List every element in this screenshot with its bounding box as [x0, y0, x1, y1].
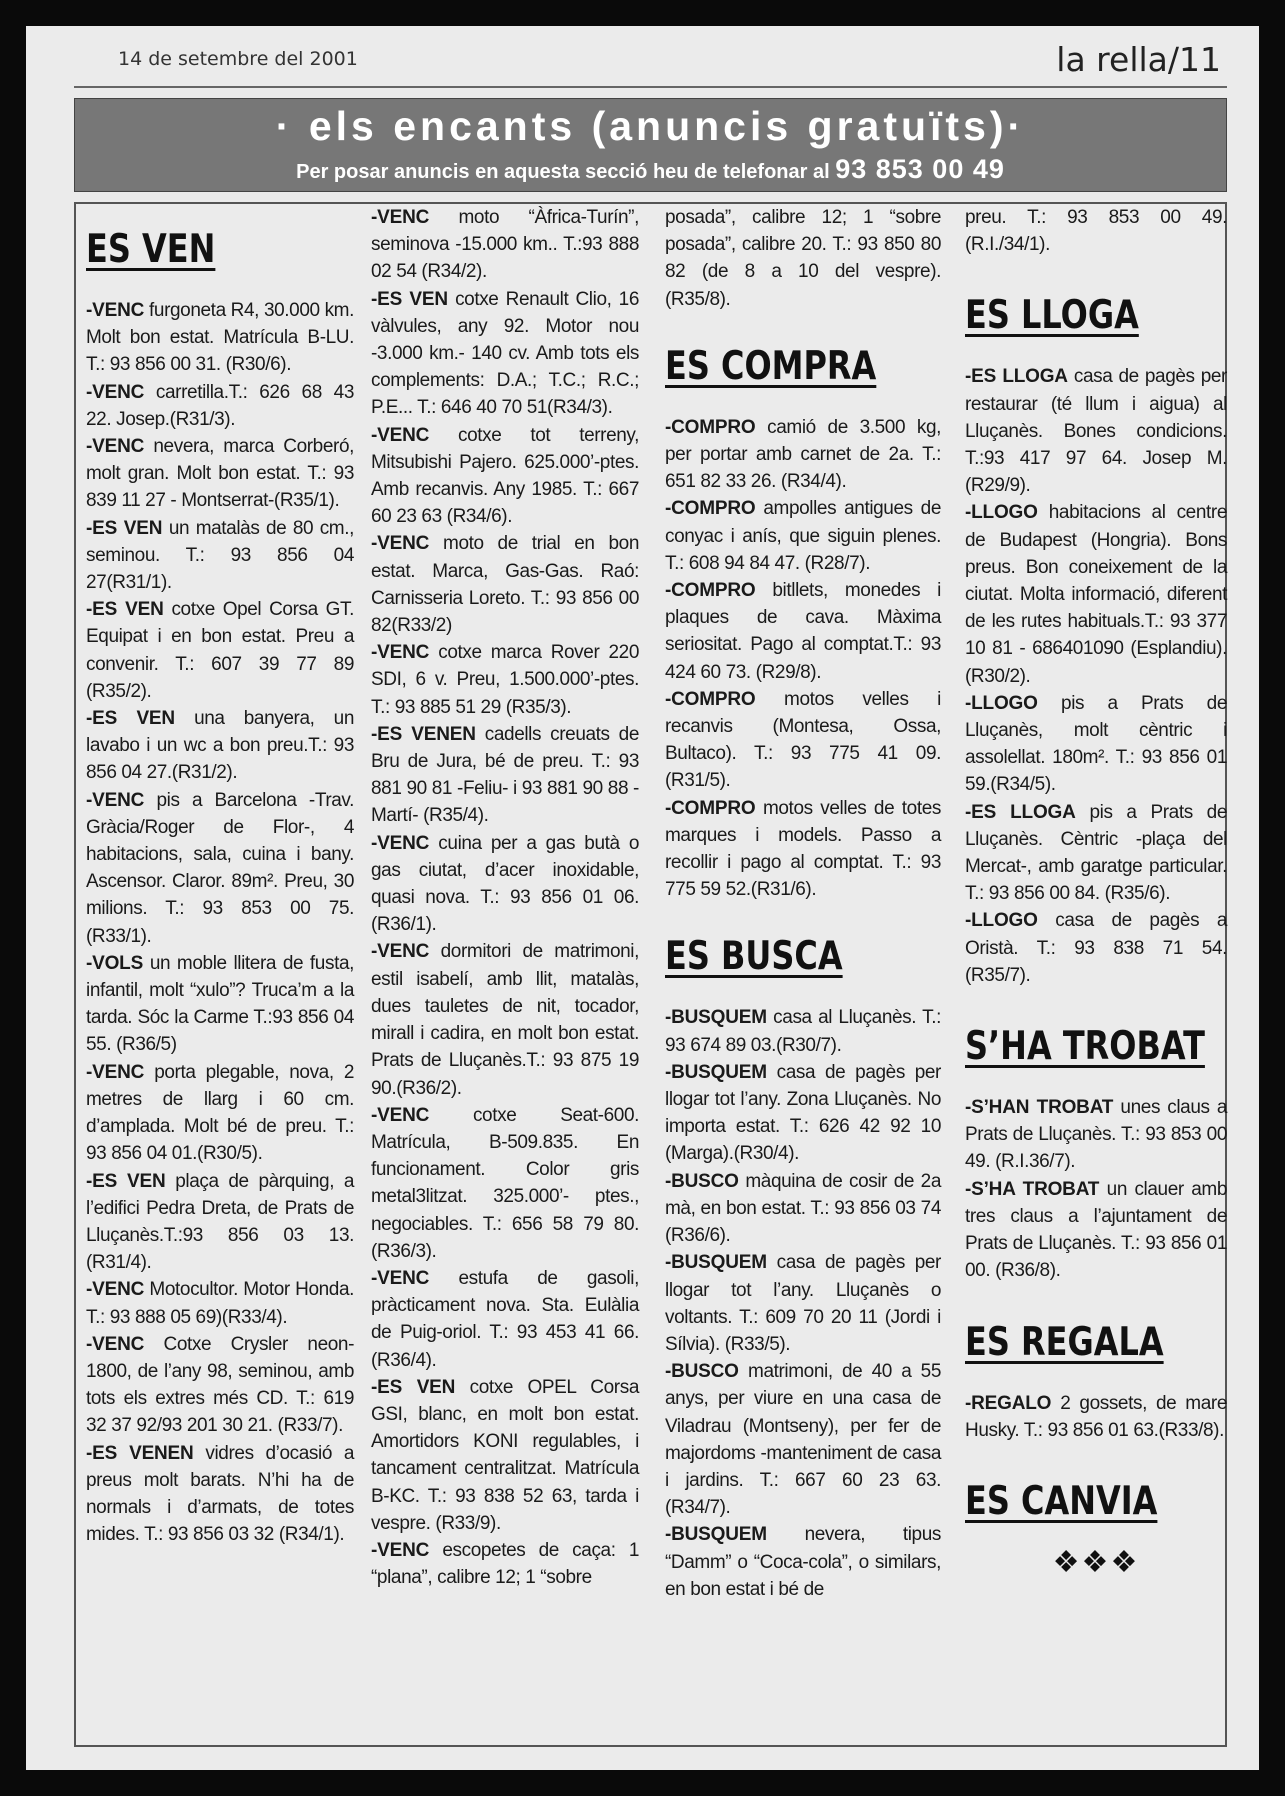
ad-lead: -BUSQUEM: [665, 1524, 767, 1546]
ad-text: casa de pagès a Oristà. T.: 93 838 71 54. (R35/7).: [965, 910, 1227, 986]
ad-lead: -VENC: [371, 1267, 430, 1289]
classified-ad: [665, 1358, 941, 1521]
ad-lead: -VENC: [371, 1104, 430, 1126]
ad-text: Motocultor. Motor Honda. T.: 93 888 05 69)(R33/4).: [86, 1279, 354, 1328]
banner-title: · els encants (anuncis gratuïts)·: [275, 103, 1026, 149]
ad-lead: -BUSQUEM: [665, 1061, 767, 1083]
ad-text: cuina per a gas butà o gas ciutat, d’acer inoxidable, quasi nova. T.: 93 856 01 06. (R36/1).: [371, 832, 639, 936]
classified-ad: [86, 705, 354, 787]
ad-text: cotxe OPEL Corsa GSI, blanc, en molt bon estat. Amortidors KONI regulables, i tancament centralitzat. Matrícula B-KC. T.: 93 838 52 63, tarda i vespre. (R33/9).: [371, 1376, 639, 1534]
ad-lead: -S’HA TROBAT: [965, 1178, 1100, 1200]
ad-text: un matalàs de 80 cm., seminou. T.: 93 856 04 27(R31/1).: [86, 517, 354, 594]
section-heading: ES CANVIA: [965, 1478, 1158, 1524]
ad-text: pis a Prats de Lluçanès. Cèntric -plaça del Mercat-, amb garatge particular. T.: 93 856 00 84. (R35/6).: [965, 801, 1227, 905]
section-heading: ES LLOGA: [965, 293, 1139, 339]
classified-ad: [86, 297, 354, 379]
ad-lead: -LLOGO: [965, 692, 1038, 714]
ad-text: casa de pagès per restaurar (té llum i aigua) al Lluçanès. Bones condicions. T.:93 417 97 64. Josep M.(R29/9).: [965, 366, 1227, 497]
ad-text: pis a Barcelona -Trav. Gràcia/Roger de Flor-, 4 habitacions, sala, cuina i bany. Ascensor. Claror. 89m². Preu, 30 milions. T.: 93 853 00 75. (R33/1).: [86, 789, 354, 947]
classified-ad: [965, 499, 1227, 689]
ad-lead: -ES VENEN: [371, 723, 476, 745]
classified-ad: [665, 1249, 941, 1358]
ad-text: cotxe marca Rover 220 SDI, 6 v. Preu, 1.500.000’-ptes. T.: 93 885 51 29 (R35/3).: [371, 642, 639, 718]
ad-lead: -REGALO: [965, 1392, 1052, 1414]
ad-lead: -ES VEN: [86, 1170, 166, 1192]
ad-text: unes claus a Prats de Lluçanès. T.: 93 853 00 49. (R.I.36/7).: [965, 1097, 1227, 1173]
classified-ad: [965, 907, 1227, 989]
ad-lead: -COMPRO: [665, 580, 756, 602]
classified-ad: [371, 938, 639, 1101]
ad-lead: -ES LLOGA: [965, 801, 1076, 823]
ad-lead: -VENC: [86, 789, 145, 811]
ad-text: dormitori de matrimoni, estil isabelí, amb llit, matalàs, dues tauletes de nit, tocador, mirall i cadira, en molt bon estat. Prats de Lluçanès.T.: 93 875 19 90.(R36/2).: [371, 941, 639, 1099]
publication-page: la rella/11: [1056, 40, 1221, 79]
classified-ad: [965, 204, 1227, 258]
ad-lead: -ES LLOGA: [965, 366, 1068, 388]
classified-ad: [665, 414, 941, 496]
classified-ad: [665, 1059, 941, 1168]
classified-ad: [86, 1331, 354, 1440]
ad-lead: -VOLS: [86, 952, 144, 974]
ad-lead: -VENC: [86, 1333, 145, 1355]
classified-ad: [371, 639, 639, 721]
classified-ad: [371, 1265, 639, 1374]
ad-text: estufa de gasoli, pràcticament nova. Sta. Eulàlia de Puig-oriol. T.: 93 453 41 66. (R36/4).: [371, 1267, 639, 1371]
classified-ad: [665, 204, 941, 313]
ad-lead: -ES VEN: [86, 708, 175, 730]
ad-lead: -BUSCO: [665, 1361, 739, 1383]
classified-ad: [371, 422, 639, 531]
classified-ad: [86, 787, 354, 950]
ad-lead: -ES VEN: [86, 517, 163, 539]
section-heading: ES BUSCA: [665, 934, 843, 980]
ad-text: casa de pagès per llogar tot l’any. Lluçanès o voltants. T.: 609 70 20 11 (Jordi i Sílvia). (R33/5).: [665, 1252, 941, 1355]
classified-ad: [371, 721, 639, 830]
ad-lead: -VENC: [86, 1061, 145, 1083]
ad-lead: -ES VEN: [371, 288, 448, 310]
ad-text: casa de pagès per llogar tot l’any. Zona Lluçanès. No importa estat. T.: 626 42 92 10 (Marga).(R30/4).: [665, 1061, 941, 1165]
ad-lead: -ES VEN: [86, 599, 164, 621]
classified-ad: [86, 596, 354, 705]
classified-ad: [665, 1004, 941, 1058]
ad-lead: -BUSCO: [665, 1170, 739, 1192]
ad-text: cadells creuats de Bru de Jura, bé de preu. T.: 93 881 90 81 -Feliu- i 93 881 90 88 -Martí- (R35/4).: [371, 723, 639, 827]
ad-lead: -LLOGO: [965, 910, 1038, 932]
classified-ad: [371, 530, 639, 639]
ad-text: cotxe Renault Clio, 16 vàlvules, any 92. Motor nou -3.000 km.- 140 cv. Amb tots els complements: D.A.; T.C.; R.C.; P.E... T.: 646 40 70 51(R34/3).: [371, 288, 639, 419]
ad-lead: -VENC: [86, 436, 145, 458]
page: [26, 26, 1259, 1770]
classified-ad: [665, 1168, 941, 1250]
ad-text: màquina de cosir de 2a mà, en bon estat. T.: 93 856 03 74 (R36/6).: [665, 1170, 941, 1247]
ad-lead: -VENC: [86, 381, 145, 403]
ad-lead: -VENC: [371, 832, 430, 854]
classified-ad: [665, 577, 941, 686]
classified-ad: [371, 1374, 639, 1537]
banner-subtitle: [75, 154, 1226, 185]
column-2: [371, 204, 639, 1591]
classified-ad: [86, 1168, 354, 1277]
ornament-icon: ❖❖❖: [1052, 1545, 1140, 1579]
classified-ad: [965, 363, 1227, 499]
ad-text: pis a Prats de Lluçanès, molt cèntric i assolellat. 180m². T.: 93 856 01 59.(R34/5).: [965, 692, 1227, 796]
ad-lead: -BUSQUEM: [665, 1252, 767, 1274]
classified-ad: [665, 495, 941, 577]
classified-ad: [371, 286, 639, 422]
column-3: [665, 204, 941, 1603]
ad-text: Cotxe Crysler neon-1800, de l’any 98, seminou, amb tots els extres més CD. T.: 619 32 37 92/93 201 30 21. (R33/7).: [86, 1333, 354, 1437]
ad-text: vidres d’ocasió a preus molt barats. N’hi ha de normals i d’armats, de totes mides. T.: 93 856 03 32 (R34/1).: [86, 1442, 354, 1546]
ad-text: posada”, calibre 12; 1 “sobre posada”, calibre 20. T.: 93 850 80 82 (de 8 a 10 del vespre). (R35/8).: [665, 207, 941, 310]
classified-ad: [965, 690, 1227, 799]
ad-text: nevera, marca Corberó, molt gran. Molt bon estat. T.: 93 839 11 27 - Montserrat-(R35/1).: [86, 436, 354, 512]
ad-text: una banyera, un lavabo i un wc a bon preu.T.: 93 856 04 27.(R31/2).: [86, 708, 355, 784]
classified-ad: [665, 1521, 941, 1603]
classified-ad: [86, 950, 354, 1059]
ad-text: ampolles antigues de conyac i anís, que siguin plenes. T.: 608 94 84 47. (R28/7).: [665, 498, 941, 574]
ad-lead: -VENC: [86, 300, 145, 321]
ad-text: preu. T.: 93 853 00 49. (R.I./34/1).: [965, 207, 1227, 256]
ad-text: bitllets, monedes i plaques de cava. Màxima seriositat. Pago al comptat.T.: 93 424 60 73. (R29/8).: [665, 580, 941, 683]
ad-text: nevera, tipus “Damm” o “Coca-cola”, o similars, en bon estat i bé de: [665, 1524, 941, 1600]
ad-text: cotxe Opel Corsa GT. Equipat i en bon estat. Preu a convenir. T.: 607 39 77 89 (R35/2).: [86, 599, 354, 702]
ad-text: carretilla.T.: 626 68 43 22. Josep.(R31/3).: [86, 381, 354, 430]
classified-ad: [86, 1276, 354, 1330]
ad-text: matrimoni, de 40 a 55 anys, per viure en una casa de Viladrau (Montseny), per fer de majordoms -manteniment de casa i jardins. T.: 667 60 23 63. (R34/7).: [665, 1361, 941, 1519]
ad-lead: -VENC: [371, 207, 430, 228]
classified-ad: [665, 795, 941, 904]
ad-lead: -COMPRO: [665, 498, 756, 520]
section-heading: ES REGALA: [965, 1319, 1164, 1365]
ad-text: porta plegable, nova, 2 metres de llarg i 60 cm. d’amplada. Molt bé de preu. T.: 93 856 04 01.(R30/5).: [86, 1061, 354, 1165]
ad-text: motos velles de totes marques i models. Passo a recollir i pago al comptat. T.: 93 775 59 52.(R31/6).: [665, 797, 941, 901]
classified-ad: [86, 433, 354, 515]
classified-ad: [965, 1176, 1227, 1285]
ad-text: moto de trial en bon estat. Marca, Gas-Gas. Raó: Carnisseria Loreto. T.: 93 856 00 82(R33/2): [371, 533, 639, 637]
ad-lead: -VENC: [371, 424, 430, 446]
ad-lead: -VENC: [371, 941, 430, 963]
ad-lead: -S’HAN TROBAT: [965, 1097, 1114, 1119]
ad-lead: -VENC: [371, 533, 430, 555]
classified-ad: [371, 1102, 639, 1265]
ad-text: cotxe Seat-600. Matrícula, B-509.835. En funcionament. Color gris metal3litzat. 325.000’- ptes., negociables. T.: 656 58 79 80.(R36/3).: [371, 1104, 639, 1262]
ad-lead: -VENC: [86, 1279, 145, 1301]
ad-text: casa al Lluçanès. T.: 93 674 89 03.(R30/7).: [665, 1007, 941, 1056]
ad-text: un clauer amb tres claus a l’ajuntament de Prats de Lluçanès. T.: 93 856 01 00. (R36/8).: [965, 1178, 1227, 1282]
ad-text: plaça de pàrquing, a l’edifici Pedra Dreta, de Prats de Lluçanès.T.:93 856 03 13.(R31/4).: [86, 1170, 354, 1274]
classified-ad: [965, 799, 1227, 908]
classified-ad: [86, 515, 354, 597]
ad-lead: -COMPRO: [665, 688, 756, 710]
ad-lead: -ES VEN: [371, 1376, 456, 1398]
ad-text: cotxe tot terreny, Mitsubishi Pajero. 625.000’-ptes. Amb recanvis. Any 1985. T.: 667 60 23 63 (R34/6).: [371, 424, 639, 528]
classified-ad: [86, 379, 354, 433]
ad-lead: -LLOGO: [965, 502, 1038, 524]
ad-text: furgoneta R4, 30.000 km. Molt bon estat. Matrícula B-LU. T.: 93 856 00 31. (R30/6).: [86, 300, 354, 376]
column-4: [965, 204, 1227, 1579]
ad-lead: -BUSQUEM: [665, 1007, 767, 1029]
section-heading: ES COMPRA: [665, 343, 877, 389]
section-heading: ES VEN: [86, 227, 216, 272]
ad-lead: -COMPRO: [665, 797, 756, 819]
ad-text: un moble llitera de fusta, infantil, molt “xulo”? Truca’m a la tarda. Sóc la Carme T.:93 856 04 55. (R36/5): [86, 952, 354, 1056]
classified-ad: [965, 1094, 1227, 1176]
ad-lead: -ES VENEN: [86, 1442, 194, 1464]
classified-ad: [371, 204, 639, 286]
section-banner: [74, 98, 1227, 192]
classifieds-content: [74, 202, 1227, 1747]
section-heading: S’HA TROBAT: [965, 1024, 1205, 1070]
header-rule: [74, 86, 1227, 88]
column-1: [86, 204, 354, 1548]
classified-ad: [86, 1440, 354, 1549]
ad-text: camió de 3.500 kg, per portar amb carnet de 2a. T.: 651 82 33 26. (R34/4).: [665, 416, 941, 493]
ad-text: moto “Àfrica-Turín”, seminova -15.000 km.. T.:93 888 02 54 (R34/2).: [371, 207, 639, 283]
classified-ad: [665, 686, 941, 795]
ad-lead: -VENC: [371, 1539, 430, 1561]
classified-ad: [371, 830, 639, 939]
classified-ad: [965, 1390, 1227, 1444]
banner-phone: 93 853 00 49: [835, 154, 1005, 184]
ad-lead: -VENC: [371, 642, 430, 664]
ad-text: 2 gossets, de mare Husky. T.: 93 856 01 63.(R33/8).: [965, 1392, 1227, 1441]
ad-text: habitacions al centre de Budapest (Hongria). Bons preus. Bon coneixement de la ciutat. Molta informació, diferent de les rutes habituals.T.: 93 377 10 81 - 686401090 (Esplandiu).(R30/2).: [965, 502, 1227, 687]
classified-ad: [86, 1059, 354, 1168]
ad-text: escopetes de caça: 1 “plana”, calibre 12; 1 “sobre: [371, 1539, 639, 1589]
banner-subtitle-text: Per posar anuncis en aquesta secció heu de telefonar al: [296, 161, 830, 183]
ad-text: motos velles i recanvis (Montesa, Ossa, Bultaco). T.: 93 775 41 09.(R31/5).: [665, 688, 941, 792]
issue-date: 14 de setembre del 2001: [118, 48, 358, 70]
classified-ad: [371, 1537, 639, 1591]
ad-lead: -COMPRO: [665, 416, 756, 438]
